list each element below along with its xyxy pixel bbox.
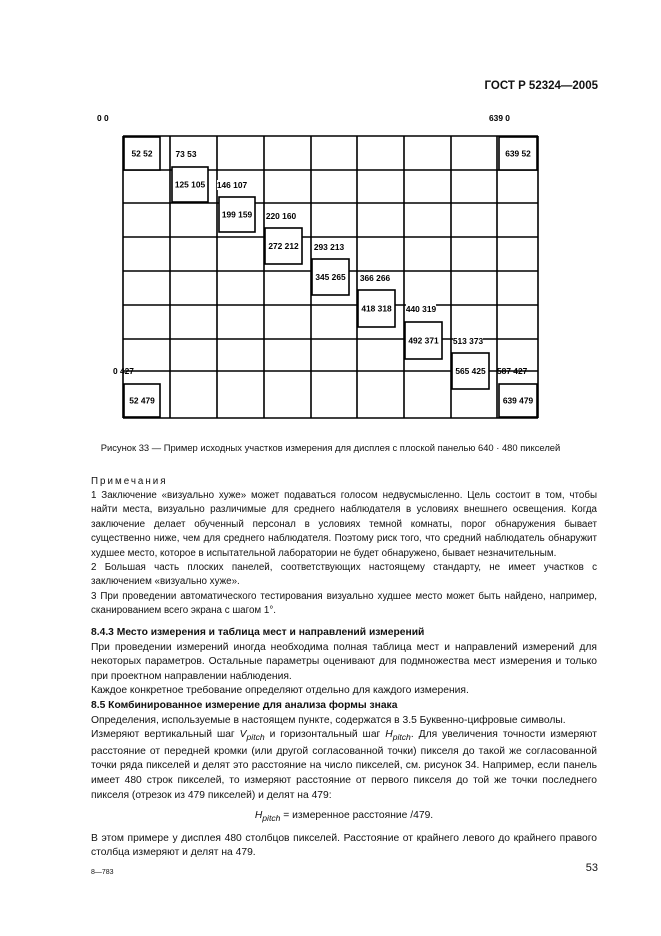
line-label: 293 213 bbox=[313, 242, 345, 252]
line-label: 513 373 bbox=[452, 336, 484, 346]
corner-label-top-right: 639 0 bbox=[489, 113, 510, 123]
page-number: 53 bbox=[585, 862, 598, 874]
corner-label-bottom-left: 0 427 bbox=[113, 366, 134, 376]
section-85-p3: В этом примере у дисплея 480 столбцов пикселей. Расстояние от крайнего левого до крайнего правого столбца измеряют и делят на 479. bbox=[91, 832, 597, 859]
line-label: 146 107 bbox=[216, 180, 248, 190]
section-85-p2 bbox=[91, 728, 597, 803]
box-label: 52 479 bbox=[129, 395, 155, 406]
figure-caption: Рисунок 33 — Пример исходных участков измерения для дисплея с плоской панелью 640 · 480 пикселей bbox=[100, 442, 561, 453]
section-843-heading: 8.4.3 Место измерения и таблица мест и направлений измерений bbox=[91, 627, 425, 638]
box-label: 639 479 bbox=[502, 395, 534, 406]
box-label: 565 425 bbox=[455, 366, 486, 376]
measurement-grid-figure bbox=[0, 0, 661, 440]
notes-title: Примечания bbox=[91, 476, 168, 487]
formula-hpitch bbox=[91, 809, 597, 826]
line-label: 366 266 bbox=[359, 273, 391, 283]
box-label: 492 371 bbox=[408, 335, 439, 346]
note-1: 1 Заключение «визуально хуже» может подаваться голосом недвусмысленно. Цель состоит в том, чтобы найти места, визуально различимые для среднего наблюдателя в условиях внешнего освещения. Когда заключение делает обученный персонал в условиях темной комнаты, порог обнаружения бывает существенно ниже, чем для среднего наблюдателя. Поэтому риск того, что средний наблюдатель обнаружит худшее место, которое в испытательной лаборатории не будет обнаружено, бывает незначительным. bbox=[91, 490, 597, 559]
corner-label-top-left: 0 0 bbox=[97, 113, 109, 123]
line-label: 73 53 bbox=[175, 149, 197, 159]
box-label: 52 52 bbox=[131, 148, 153, 159]
corner-label-bottom-right: 587 427 bbox=[497, 366, 528, 376]
section-85-p1: Определения, используемые в настоящем пункте, содержатся в 3.5 Буквенно-цифровые символы. bbox=[91, 714, 566, 726]
box-label: 345 265 bbox=[315, 272, 346, 282]
standard-header: ГОСТ Р 52324—2005 bbox=[484, 80, 598, 92]
box-label: 639 52 bbox=[505, 148, 531, 159]
section-85-heading: 8.5 Комбинированное измерение для анализа формы знака bbox=[91, 699, 398, 711]
note-3: 3 При проведении автоматического тестирования визуально худшее место может быть найдено, например, сканированием всего экрана с шагом 1°. bbox=[91, 590, 597, 617]
v-symbol: V bbox=[239, 729, 247, 741]
formula-h-symbol: H bbox=[254, 810, 263, 822]
p2-part-c: . Для увеличения точности измеряют расстояние от передней кромки (или другой согласованной точки) пикселя до такой же согласованной точки ряда пикселей и делят это расстояние на число пикселей, см. рисунок 34. Например, если панель имеет 480 строк пикселей, то измеряют расстояние от первого пикселя до той же точки последнего пикселя (отрезок из 479 пикселей) и делят на 479: bbox=[91, 729, 597, 801]
box-label: 199 159 bbox=[221, 209, 253, 220]
line-label: 220 160 bbox=[265, 211, 297, 221]
note-2: 2 Большая часть плоских панелей, соответствующих настоящему стандарту, не имеет участков с заключением «визуально хуже». bbox=[91, 562, 597, 588]
h-subscript: pitch bbox=[392, 732, 411, 743]
box-label: 272 212 bbox=[268, 241, 299, 251]
formula-h-subscript: pitch bbox=[262, 813, 281, 824]
section-843-p1: При проведении измерений иногда необходима полная таблица мест и направлений измерений для некоторых параметров. Остальные параметры оценивают для подмножества мест измерения и только при проектном направлении наблюдения. bbox=[91, 641, 597, 682]
footer-print-code: 8—783 bbox=[91, 869, 114, 876]
p2-part-b: и горизонтальный шаг bbox=[269, 729, 381, 741]
p2-part-a: Измеряют вертикальный шаг bbox=[91, 729, 235, 741]
section-843 bbox=[91, 626, 597, 861]
section-843-p2: Каждое конкретное требование определяют отдельно для каждого измерения. bbox=[91, 685, 469, 697]
h-symbol: H bbox=[385, 729, 393, 741]
notes-block bbox=[91, 489, 597, 619]
box-label: 418 318 bbox=[361, 303, 392, 314]
line-label: 440 319 bbox=[405, 304, 437, 314]
v-subscript: pitch bbox=[246, 732, 265, 743]
box-label: 125 105 bbox=[174, 179, 206, 190]
formula-rest: = измеренное расстояние /479. bbox=[283, 810, 434, 822]
